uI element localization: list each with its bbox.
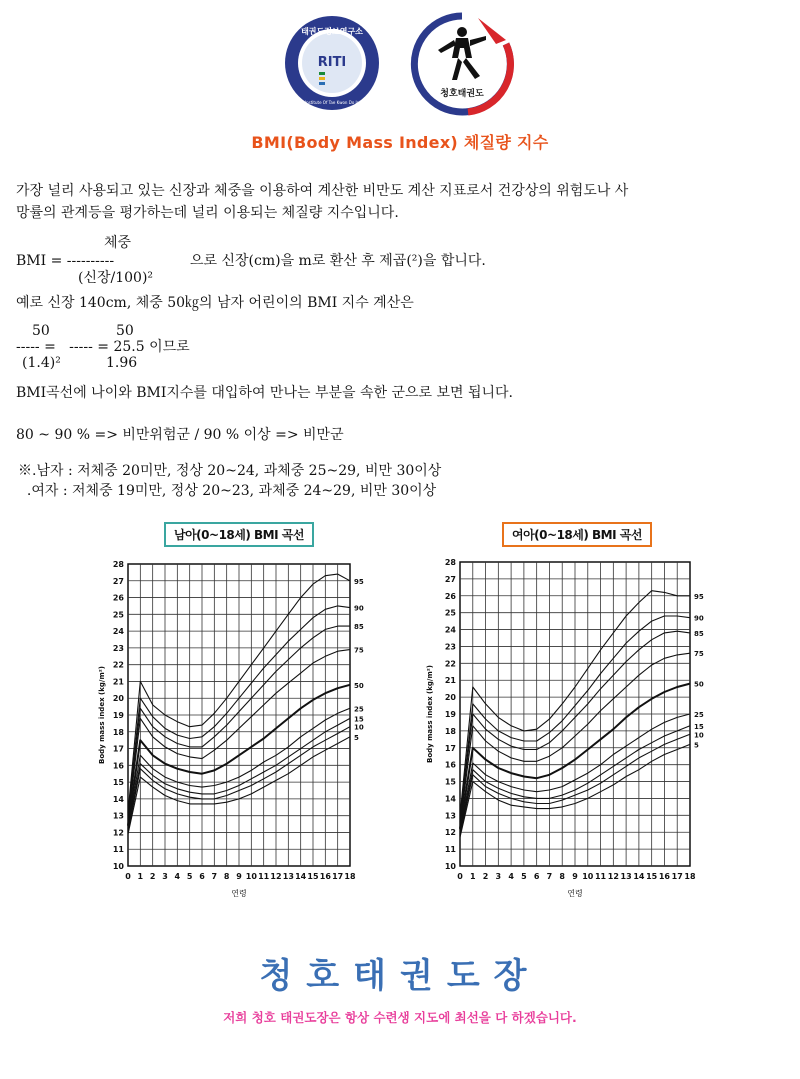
- footer-note: 저희 청호 태권도장은 항상 수련생 지도에 최선을 다 하겠습니다.: [223, 1010, 577, 1025]
- series-label-p50: 50: [694, 680, 704, 689]
- note-male: ※.남자 : 저체중 20미만, 정상 20~24, 과체중 25~29, 비만 30이상: [18, 463, 442, 479]
- x-tick-label: 15: [646, 872, 658, 881]
- series-label-p15: 15: [694, 722, 704, 731]
- x-axis-label: 연령: [231, 889, 247, 898]
- example-denominator-1: (1.4)²: [22, 355, 61, 371]
- x-tick-label: 12: [607, 872, 619, 881]
- series-label-p50: 50: [354, 681, 364, 690]
- y-tick-label: 28: [444, 558, 456, 567]
- x-tick-label: 11: [258, 872, 270, 881]
- series-label-p10: 10: [354, 723, 364, 732]
- y-tick-label: 15: [112, 778, 124, 788]
- y-tick-label: 11: [112, 845, 124, 855]
- y-tick-label: 27: [112, 576, 124, 586]
- x-tick-label: 0: [457, 872, 463, 881]
- example-denominator-2: 1.96: [106, 355, 138, 371]
- series-label-p15: 15: [354, 715, 364, 724]
- x-axis-label: 연령: [567, 889, 583, 898]
- y-tick-label: 12: [112, 828, 124, 838]
- x-tick-label: 15: [307, 872, 319, 881]
- y-tick-label: 21: [112, 677, 124, 687]
- x-tick-label: 1: [137, 872, 144, 881]
- x-tick-label: 5: [186, 872, 193, 881]
- y-tick-label: 22: [112, 660, 124, 670]
- x-tick-label: 13: [282, 872, 294, 881]
- x-tick-label: 12: [270, 872, 282, 881]
- series-label-p25: 25: [354, 705, 364, 714]
- x-tick-label: 6: [199, 872, 205, 881]
- y-tick-label: 20: [112, 694, 124, 704]
- y-tick-label: 19: [112, 711, 124, 720]
- dojang-name: 청호태권도장: [259, 956, 541, 996]
- x-tick-label: 2: [149, 872, 156, 881]
- y-tick-label: 16: [112, 761, 124, 771]
- y-tick-label: 10: [444, 862, 456, 871]
- series-label-p95: 95: [354, 577, 364, 586]
- y-tick-label: 26: [444, 591, 456, 601]
- x-tick-label: 3: [162, 872, 168, 881]
- boys-chart-title: 남아(0~18세) BMI 곡선: [164, 522, 314, 547]
- intro-line-2: 망률의 관계등을 평가하는데 널리 이용되는 체질량 지수입니다.: [16, 205, 399, 221]
- x-tick-label: 10: [582, 872, 594, 881]
- x-tick-label: 2: [482, 872, 489, 881]
- series-label-p90: 90: [354, 604, 364, 613]
- series-label-p85: 85: [694, 629, 704, 638]
- y-tick-label: 15: [444, 777, 456, 787]
- y-tick-label: 23: [112, 643, 124, 653]
- x-tick-label: 3: [495, 872, 502, 881]
- series-label-p25: 25: [694, 711, 704, 719]
- intro-line-1: 가장 널리 사용되고 있는 신장과 체중을 이용하여 계산한 비만도 계산 지표로서 건강상의 위험도나 사: [16, 183, 629, 199]
- boys-chart-svg: [92, 516, 382, 906]
- series-label-p85: 85: [354, 623, 364, 632]
- x-tick-label: 8: [223, 872, 230, 881]
- x-tick-label: 7: [211, 872, 218, 881]
- girls-chart-svg: [420, 516, 720, 906]
- x-tick-label: 9: [572, 872, 578, 881]
- x-tick-label: 11: [594, 872, 607, 881]
- x-tick-label: 14: [295, 872, 307, 881]
- chungho-logo-label: 청호태권도: [440, 89, 484, 99]
- series-label-p5: 5: [354, 733, 359, 742]
- example-numerator-1: 50: [32, 323, 50, 339]
- x-tick-label: 0: [125, 872, 131, 881]
- riti-bottom-text: Research Institute Of Tae Kwon Do Information: [285, 100, 379, 105]
- formula-explanation: 으로 신장(cm)을 m로 환산 후 제곱(²)을 합니다.: [190, 253, 486, 269]
- girls-bmi-chart: [420, 516, 720, 906]
- y-tick-label: 14: [112, 794, 124, 804]
- x-tick-label: 6: [533, 872, 540, 881]
- ranges-text: 80 ~ 90 % => 비만위험군 / 90 % 이상 => 비만군: [16, 427, 344, 443]
- example-fraction-line: ----- = ----- = 25.5 이므로: [16, 339, 190, 355]
- y-tick-label: 24: [112, 627, 124, 637]
- y-tick-label: 18: [112, 727, 124, 737]
- boys-bmi-chart: [92, 516, 382, 906]
- x-tick-label: 10: [245, 872, 257, 881]
- formula-denominator: (신장/100)²: [78, 270, 154, 286]
- y-tick-label: 11: [444, 845, 456, 855]
- y-tick-label: 17: [112, 744, 124, 754]
- example-numerator-2: 50: [116, 323, 134, 339]
- example-line: 예로 신장 140cm, 체중 50㎏의 남자 어린이의 BMI 지수 계산은: [16, 295, 414, 311]
- x-tick-label: 18: [684, 872, 696, 881]
- y-tick-label: 19: [444, 710, 456, 719]
- y-tick-label: 20: [444, 693, 456, 703]
- y-tick-label: 17: [444, 743, 456, 753]
- x-tick-label: 1: [469, 872, 476, 881]
- y-axis-label: Body mass index (kg/m²): [426, 664, 434, 764]
- x-tick-label: 14: [633, 872, 645, 881]
- y-tick-label: 18: [444, 726, 456, 736]
- series-label-p90: 90: [694, 614, 704, 623]
- y-tick-label: 22: [444, 659, 456, 669]
- y-tick-label: 26: [112, 593, 124, 603]
- y-tick-label: 25: [112, 610, 124, 620]
- x-tick-label: 18: [344, 872, 356, 881]
- x-tick-label: 13: [620, 872, 632, 881]
- page-title: BMI(Body Mass Index) 체질량 지수: [251, 133, 549, 152]
- x-tick-label: 17: [332, 872, 344, 881]
- y-tick-label: 16: [444, 760, 456, 770]
- x-tick-label: 7: [546, 872, 553, 881]
- series-label-p75: 75: [694, 650, 704, 659]
- chungho-logo: [408, 10, 516, 118]
- y-tick-label: 21: [444, 676, 456, 686]
- x-tick-label: 9: [236, 872, 242, 881]
- y-axis-label: Body mass index (kg/m²): [98, 665, 106, 765]
- y-tick-label: 25: [444, 608, 456, 618]
- series-label-p75: 75: [354, 646, 364, 655]
- x-tick-label: 8: [559, 872, 566, 881]
- y-tick-label: 12: [444, 828, 456, 838]
- formula-lhs: BMI = ----------: [16, 253, 115, 269]
- y-tick-label: 27: [444, 574, 456, 584]
- x-tick-label: 16: [319, 872, 331, 881]
- formula-numerator: 체중: [104, 235, 132, 251]
- note-female: .여자 : 저체중 19미만, 정상 20~23, 과체중 24~29, 비만 30이상: [18, 483, 437, 499]
- x-tick-label: 5: [521, 872, 527, 881]
- y-tick-label: 10: [112, 862, 124, 871]
- riti-logo: [283, 14, 381, 112]
- riti-logo-emblem: [283, 14, 381, 112]
- usage-text: BMI곡선에 나이와 BMI지수를 대입하여 만나는 부분을 속한 군으로 보면 됩니다.: [16, 385, 514, 401]
- y-tick-label: 28: [112, 560, 124, 569]
- x-tick-label: 4: [508, 872, 514, 881]
- y-tick-label: 13: [444, 811, 456, 821]
- x-tick-label: 17: [671, 872, 683, 881]
- series-label-p10: 10: [694, 731, 704, 740]
- x-tick-label: 16: [658, 872, 671, 881]
- chungho-logo-emblem: [408, 10, 516, 118]
- y-tick-label: 13: [112, 811, 124, 821]
- y-tick-label: 23: [444, 642, 456, 652]
- y-tick-label: 14: [444, 794, 456, 804]
- riti-center-text: RITI: [317, 55, 347, 70]
- riti-ring-text: 태권도정보연구소: [301, 27, 363, 36]
- x-tick-label: 4: [174, 872, 181, 881]
- girls-chart-title: 여아(0~18세) BMI 곡선: [502, 522, 652, 547]
- series-label-p95: 95: [694, 592, 704, 601]
- y-tick-label: 24: [444, 625, 456, 635]
- series-label-p5: 5: [694, 741, 699, 750]
